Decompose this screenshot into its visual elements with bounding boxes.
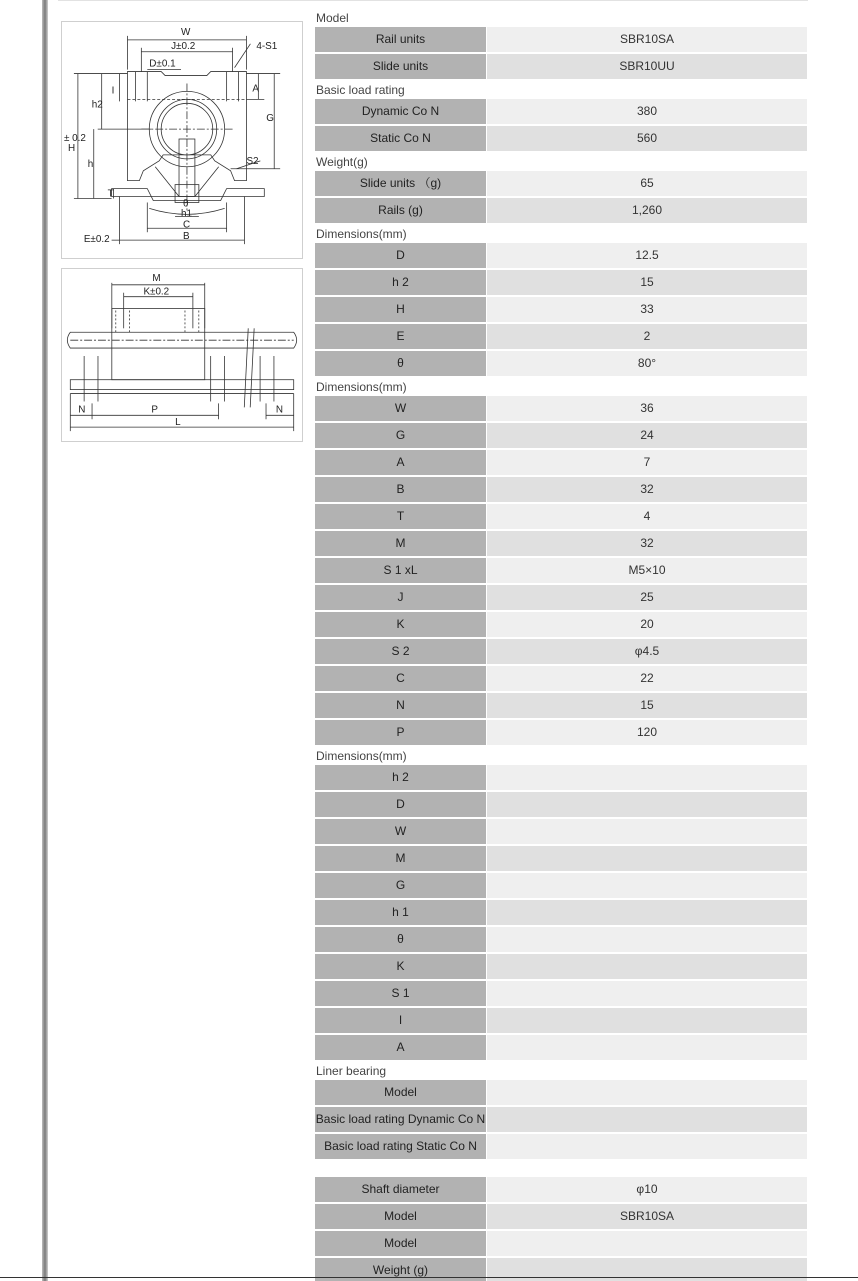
label-h-tolerance: ± 0.2 [64, 132, 86, 144]
spec-value: 25 [487, 585, 807, 610]
section-title: Model [316, 11, 349, 25]
spec-value [487, 1035, 807, 1060]
label-k: K±0.2 [143, 286, 170, 298]
spec-row [315, 396, 807, 423]
spec-label: W [315, 396, 486, 421]
label-theta: θ [182, 198, 189, 210]
label-n-left: N [78, 404, 86, 416]
spec-row [315, 297, 807, 324]
label-b: B [182, 231, 190, 243]
spec-label: Basic load rating Dynamic Co N [315, 1107, 486, 1132]
spec-row [315, 639, 807, 666]
spec-value: 12.5 [487, 243, 807, 268]
spec-value: 33 [487, 297, 807, 322]
spec-label: S 1 xL [315, 558, 486, 583]
label-p: P [151, 404, 158, 416]
spec-row [315, 1035, 807, 1062]
spec-row [315, 450, 807, 477]
section-title: Liner bearing [316, 1064, 387, 1078]
spec-row [315, 504, 807, 531]
spec-value [487, 792, 807, 817]
spec-value [487, 981, 807, 1006]
label-d: D±0.1 [149, 58, 176, 70]
spec-value: 380 [487, 99, 807, 124]
spec-value: 32 [487, 477, 807, 502]
spec-row [315, 54, 807, 81]
spec-row [315, 1107, 807, 1134]
spec-label: C [315, 666, 486, 691]
spec-row [315, 477, 807, 504]
section-title: Dimensions(mm) [316, 227, 407, 241]
spec-row [315, 351, 807, 378]
spec-value [487, 819, 807, 844]
left-rail [42, 0, 48, 1281]
spec-label: T [315, 504, 486, 529]
spec-label: A [315, 1035, 486, 1060]
spec-label: Shaft diameter [315, 1177, 486, 1202]
spec-row [315, 900, 807, 927]
spec-row [315, 1177, 807, 1204]
label-h-upper: H [67, 142, 76, 154]
spec-label: Model [315, 1231, 486, 1256]
spec-row [315, 927, 807, 954]
spec-value [487, 1080, 807, 1105]
spec-label: P [315, 720, 486, 745]
spec-label: K [315, 612, 486, 637]
spec-value: φ10 [487, 1177, 807, 1202]
spec-label: h 2 [315, 765, 486, 790]
spec-value: 560 [487, 126, 807, 151]
spec-label: h 1 [315, 900, 486, 925]
spec-row [315, 531, 807, 558]
spec-row [315, 171, 807, 198]
spec-value: 4 [487, 504, 807, 529]
label-4-s1: 4-S1 [256, 40, 278, 52]
spec-value [487, 1134, 807, 1159]
spec-label: Model [315, 1204, 486, 1229]
cross-section-drawing [61, 21, 303, 259]
spec-value: 1,260 [487, 198, 807, 223]
spec-label: A [315, 450, 486, 475]
label-m: M [152, 272, 161, 284]
spec-row [315, 720, 807, 747]
spec-value [487, 1008, 807, 1033]
spec-value: 7 [487, 450, 807, 475]
spec-row [315, 1204, 807, 1231]
spec-row [315, 324, 807, 351]
spec-label: θ [315, 927, 486, 952]
label-h2: h2 [91, 99, 103, 111]
spec-row [315, 99, 807, 126]
spec-label: Slide units [315, 54, 486, 79]
label-a: A [252, 83, 260, 95]
spec-label: I [315, 1008, 486, 1033]
spec-label: D [315, 792, 486, 817]
bottom-divider [0, 1277, 858, 1278]
section-title: Dimensions(mm) [316, 380, 407, 394]
spec-label: K [315, 954, 486, 979]
spec-value [487, 873, 807, 898]
spec-value: 2 [487, 324, 807, 349]
spec-label: θ [315, 351, 486, 376]
spec-label: Rail units [315, 27, 486, 52]
spec-row [315, 693, 807, 720]
spec-row [315, 612, 807, 639]
spec-row [315, 1231, 807, 1258]
spec-value: 65 [487, 171, 807, 196]
spec-value [487, 1231, 807, 1256]
spec-label: G [315, 873, 486, 898]
spec-label: G [315, 423, 486, 448]
label-w: W [181, 26, 191, 38]
spec-row [315, 126, 807, 153]
spec-value: 32 [487, 531, 807, 556]
spec-value [487, 765, 807, 790]
spec-label: Static Co N [315, 126, 486, 151]
spec-label: N [315, 693, 486, 718]
section-title: Weight(g) [316, 155, 368, 169]
spec-row [315, 243, 807, 270]
top-divider [58, 0, 808, 1]
label-t: T [107, 188, 114, 200]
spec-label: M [315, 531, 486, 556]
label-s2: S2 [246, 155, 259, 167]
spec-label: Basic load rating Static Co N [315, 1134, 486, 1159]
spec-value: 36 [487, 396, 807, 421]
spec-label: W [315, 819, 486, 844]
spec-row [315, 954, 807, 981]
section-spacer [315, 1161, 807, 1177]
specification-table [315, 9, 807, 1281]
spec-row [315, 1134, 807, 1161]
spec-value: M5×10 [487, 558, 807, 583]
label-c: C [182, 219, 191, 231]
label-n-right: N [275, 404, 284, 416]
spec-label: E [315, 324, 486, 349]
side-view-drawing [61, 268, 303, 442]
label-g: G [266, 113, 275, 125]
spec-row [315, 792, 807, 819]
spec-value: φ4.5 [487, 639, 807, 664]
spec-label: Model [315, 1080, 486, 1105]
spec-row [315, 1008, 807, 1035]
label-j: J±0.2 [171, 40, 196, 52]
spec-label: J [315, 585, 486, 610]
spec-value [487, 954, 807, 979]
spec-row [315, 558, 807, 585]
spec-value [487, 900, 807, 925]
spec-value: 120 [487, 720, 807, 745]
spec-row [315, 198, 807, 225]
side-view-svg [62, 269, 302, 441]
spec-value: SBR10UU [487, 54, 807, 79]
spec-label: B [315, 477, 486, 502]
spec-row [315, 666, 807, 693]
spec-row [315, 27, 807, 54]
spec-value [487, 846, 807, 871]
cross-section-labels [64, 27, 278, 245]
section-title: Basic load rating [316, 83, 405, 97]
spec-value: 22 [487, 666, 807, 691]
spec-row [315, 270, 807, 297]
section-title: Dimensions(mm) [316, 749, 407, 763]
spec-row [315, 1080, 807, 1107]
spec-value [487, 1107, 807, 1132]
spec-label: S 1 [315, 981, 486, 1006]
spec-row [315, 819, 807, 846]
spec-label: h 2 [315, 270, 486, 295]
spec-label: S 2 [315, 639, 486, 664]
spec-value: 24 [487, 423, 807, 448]
label-l: L [175, 417, 181, 429]
spec-row [315, 981, 807, 1008]
spec-row [315, 846, 807, 873]
label-i: I [111, 85, 115, 97]
spec-label: Rails (g) [315, 198, 486, 223]
spec-row [315, 765, 807, 792]
spec-label: Dynamic Co N [315, 99, 486, 124]
cross-section-svg [62, 22, 302, 258]
spec-label: Slide units （g) [315, 171, 486, 196]
spec-value: 15 [487, 693, 807, 718]
label-h: h [87, 158, 94, 170]
label-e: E±0.2 [83, 234, 110, 246]
spec-value [487, 927, 807, 952]
spec-row [315, 873, 807, 900]
spec-row [315, 585, 807, 612]
spec-label: D [315, 243, 486, 268]
spec-value: SBR10SA [487, 27, 807, 52]
side-view-labels [78, 273, 283, 428]
label-h1: h1 [181, 208, 193, 220]
spec-value: 80° [487, 351, 807, 376]
spec-label: Weight (g) [315, 1258, 486, 1281]
spec-value: SBR10SA [487, 1204, 807, 1229]
spec-value: 20 [487, 612, 807, 637]
spec-label: H [315, 297, 486, 322]
spec-label: M [315, 846, 486, 871]
spec-value: 15 [487, 270, 807, 295]
spec-row [315, 423, 807, 450]
